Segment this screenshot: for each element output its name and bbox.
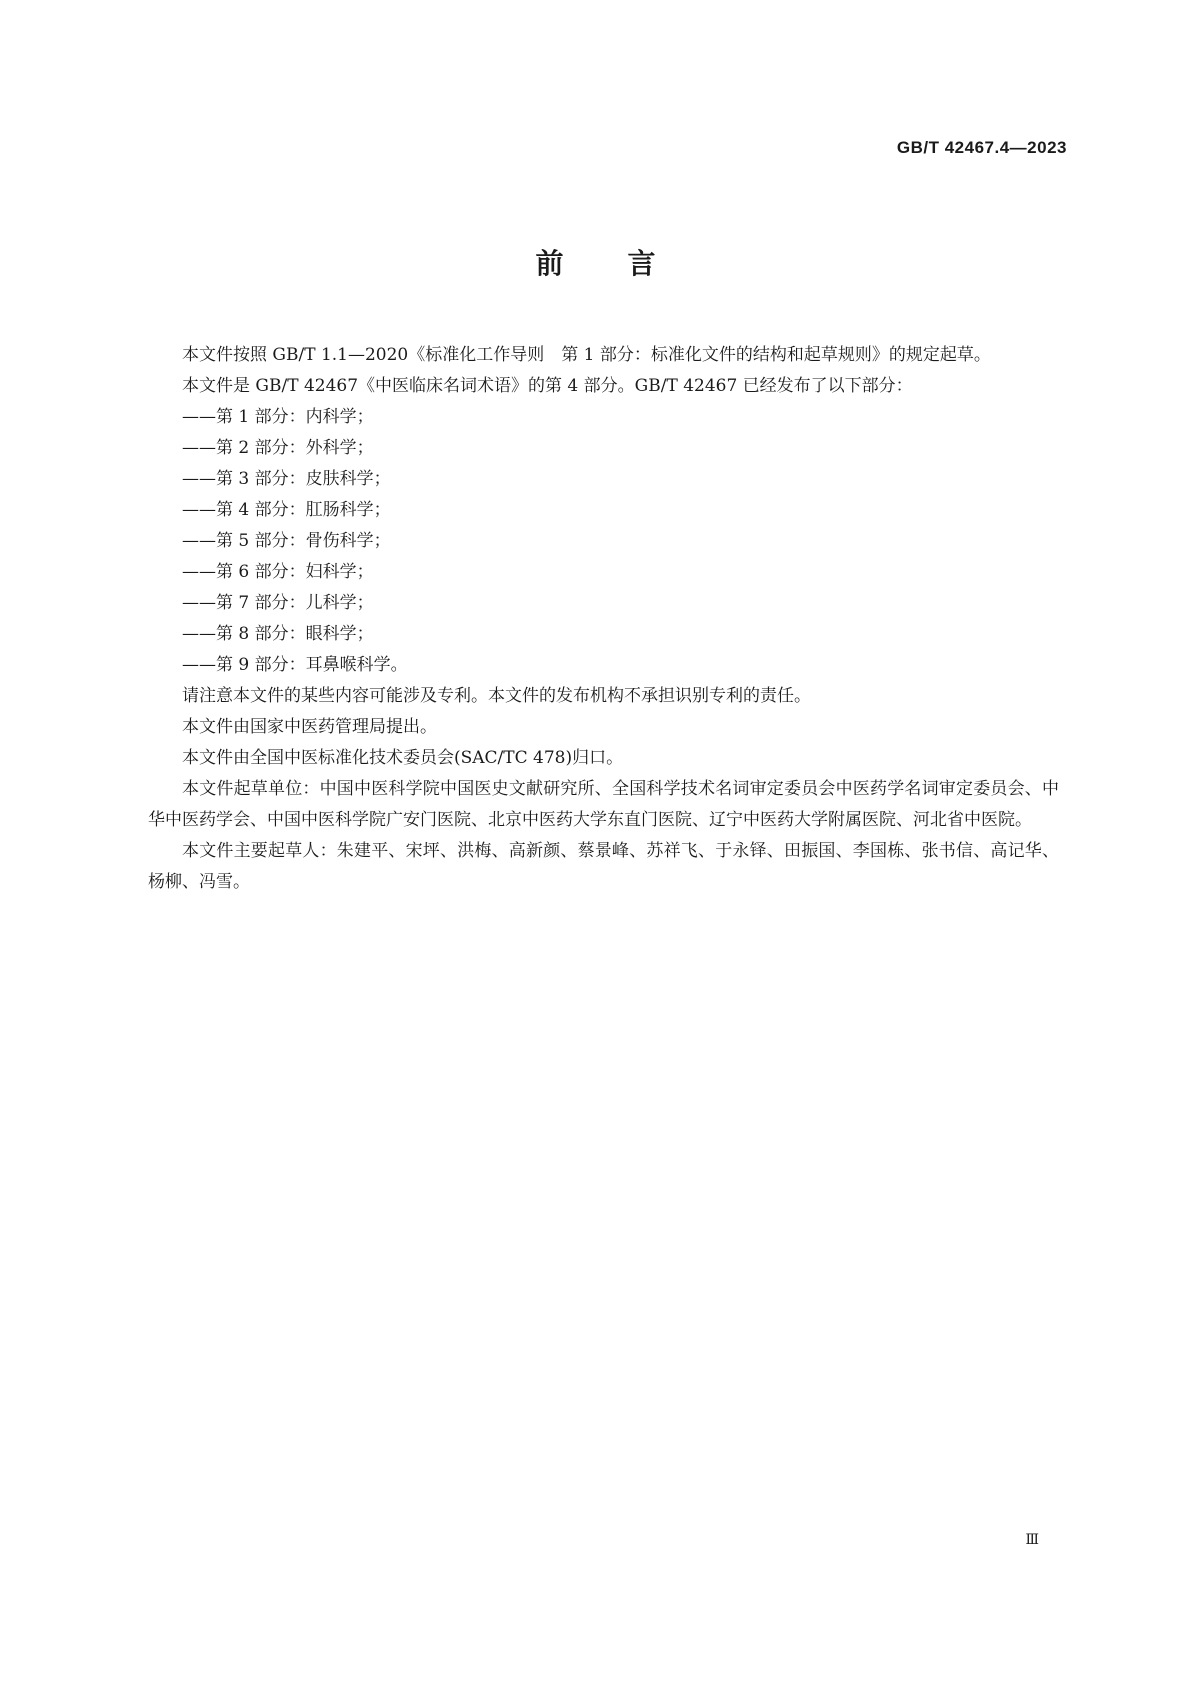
list-item-part-2: ——第 2 部分：外科学； [182,438,374,458]
document-body [148,340,1059,898]
list-item-part-5: ——第 5 部分：骨伤科学； [182,531,391,551]
list-item-part-4: ——第 4 部分：肛肠科学； [182,500,391,520]
paragraph-patent-notice: 请注意本文件的某些内容可能涉及专利。本文件的发布机构不承担识别专利的责任。 [182,686,811,706]
paragraph-drafting-units: 本文件起草单位：中国中医科学院中国医史文献研究所、全国科学技术名词审定委员会中医药学名词审定委员会、中华中医药学会、中国中医科学院广安门医院、北京中医药大学东直门医院、辽宁中医药大学附属医院、河北省中医院。 [148,779,1059,830]
paragraph-committee: 本文件由全国中医标准化技术委员会(SAC/TC 478)归口。 [182,748,624,768]
list-item-part-7: ——第 7 部分：儿科学； [182,593,374,613]
list-item-part-9: ——第 9 部分：耳鼻喉科学。 [182,655,408,675]
list-item-part-8: ——第 8 部分：眼科学； [182,624,374,644]
list-item-part-1: ——第 1 部分：内科学； [182,407,374,427]
list-item-part-3: ——第 3 部分：皮肤科学； [182,469,391,489]
page-number: Ⅲ [1025,1532,1039,1548]
paragraph-drafting-rules: 本文件按照 GB/T 1.1—2020《标准化工作导则 第 1 部分：标准化文件的结构和起草规则》的规定起草。 [182,345,991,365]
standard-code: GB/T 42467.4—2023 [896,138,1067,157]
page-title: 前言 [535,247,720,280]
paragraph-drafters: 本文件主要起草人：朱建平、宋坪、洪梅、高新颜、蔡景峰、苏祥飞、于永铎、田振国、李国栋、张书信、高记华、杨柳、冯雪。 [148,841,1059,892]
paragraph-part-info: 本文件是 GB/T 42467《中医临床名词术语》的第 4 部分。GB/T 42467 已经发布了以下部分： [182,376,913,396]
paragraph-proposer: 本文件由国家中医药管理局提出。 [182,717,437,737]
list-item-part-6: ——第 6 部分：妇科学； [182,562,374,582]
